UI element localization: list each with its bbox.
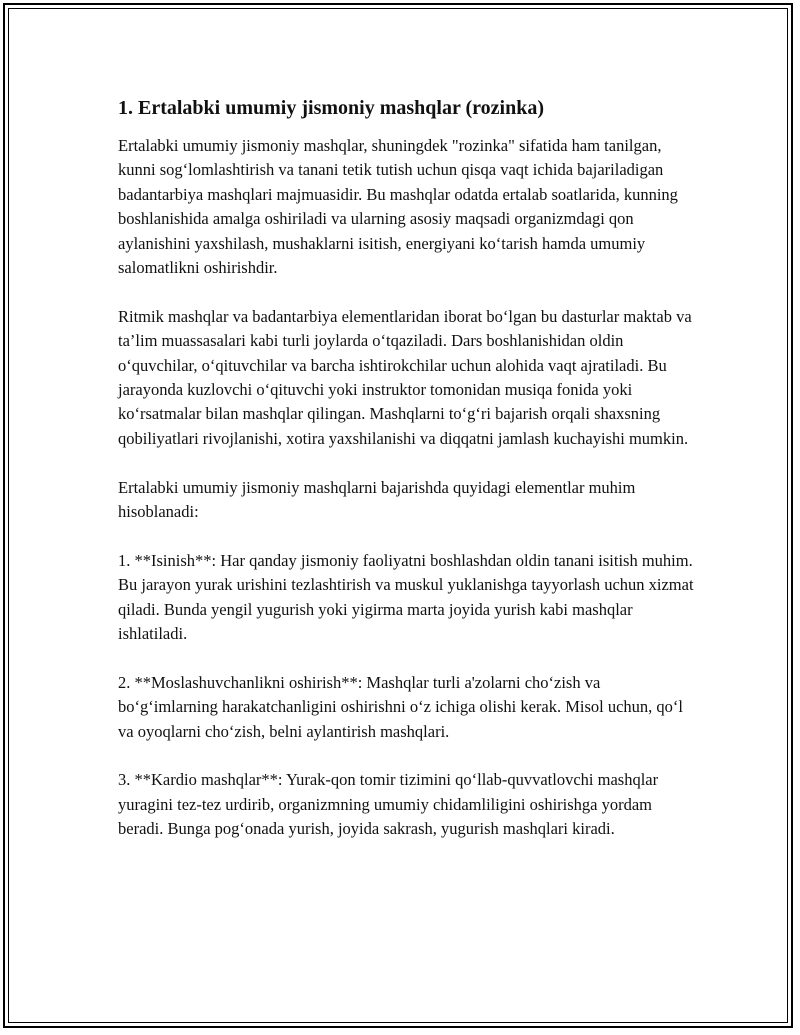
paragraph-flexibility: 2. **Moslashuvchanlikni oshirish**: Mashqlar turli a'zolarni cho‘zish va bo‘g‘imlarning harakatchanligini oshirishni o‘z ichiga olishi kerak. Misol uchun, qo‘l va oyoqlarni cho‘zish, belni aylantirish mashqlari.: [118, 672, 684, 741]
paragraph-elements-intro: Ertalabki umumiy jismoniy mashqlarni bajarishda quyidagi elementlar muhim hisoblanadi:: [118, 477, 636, 522]
paragraph-cardio: 3. **Kardio mashqlar**: Yurak-qon tomir tizimini qo‘llab-quvvatlovchi mashqlar yuragini tez-tez urdirib, organizmning umumiy chidamliligini oshirishga yordam beradi. Bunga pog‘onada yurish, joyida sakrash, yugurish mashqlari kiradi.: [118, 770, 659, 839]
document-body: [118, 96, 698, 866]
section-title: 1. Ertalabki umumiy jismoniy mashqlar (rozinka): [118, 97, 544, 119]
paragraph-warmup: 1. **Isinish**: Har qanday jismoniy faoliyatni boshlashdan oldin tanani isitish muhim. Bu jarayon yurak urishini tezlashtirish va muskul yuklanishga tayyorlash uchun xizmat qiladi. Bunda yengil yugurish yoki yigirma marta joyida yurish kabi mashqlar ishlatiladi.: [118, 550, 694, 644]
paragraph-intro: Ertalabki umumiy jismoniy mashqlar, shuningdek "rozinka" sifatida ham tanilgan, kunni sog‘lomlashtirish va tanani tetik tutish uchun qisqa vaqt ichida bajariladigan badantarbiya mashqlari majmuasidir. Bu mashqlar odatda ertalab soatlarida, kunning boshlanishida amalga oshiriladi va ularning asosiy maqsadi organizmdagi qon aylanishini yaxshilash, mushaklarni isitish, energiyani ko‘tarish hamda umumiy salomatlikni oshirishdir.: [118, 136, 678, 278]
paragraph-programs: Ritmik mashqlar va badantarbiya elementlaridan iborat bo‘lgan bu dasturlar maktab va ta’lim muassasalari kabi turli joylarda o‘tqaziladi. Dars boshlanishidan oldin o‘quvchilar, o‘qituvchilar va barcha ishtirokchilar uchun alohida vaqt ajratiladi. Bu jarayonda kuzlovchi o‘qituvchi yoki instruktor tomonidan musiqa fonida yoki ko‘rsatmalar bilan mashqlar qilingan. Mashqlarni to‘g‘ri bajarish orqali shaxsning qobiliyatlari rivojlanishi, xotira yaxshilanishi va diqqatni jamlash kuchayishi mumkin.: [118, 306, 692, 448]
